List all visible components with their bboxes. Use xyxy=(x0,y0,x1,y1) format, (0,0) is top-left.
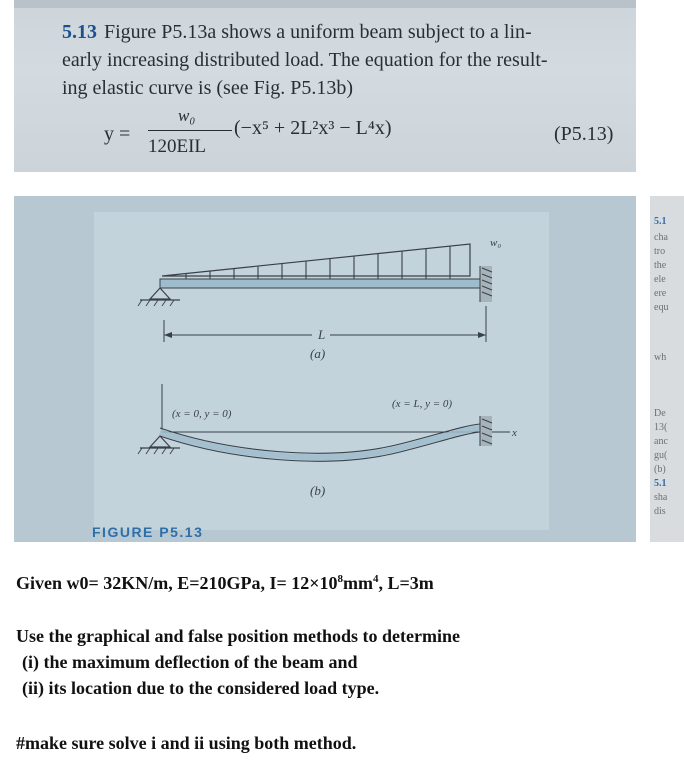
figure-caption: FIGURE P5.13 xyxy=(92,524,204,540)
axis-label: x xyxy=(512,427,517,439)
equation-denominator: 120EIL xyxy=(148,136,207,157)
right-boundary-condition: (x = L, y = 0) xyxy=(392,398,453,410)
length-label: L xyxy=(318,327,326,342)
problem-line-3: ing elastic curve is (see Fig. P5.13b) xyxy=(62,77,354,99)
problem-line-2: early increasing distributed load. The equation for the result- xyxy=(62,49,548,71)
side-word: 13( xyxy=(654,422,668,433)
side-word: dis xyxy=(654,506,666,517)
instruction-line-1: Use the graphical and false position methods to determine xyxy=(16,626,460,646)
load-label: w₀ xyxy=(490,237,502,249)
problem-line-1: Figure P5.13a shows a uniform beam subject to a lin- xyxy=(104,21,532,43)
side-word: ele xyxy=(654,274,666,285)
given-values: Given w0= 32KN/m, E=210GPa, $I= 12\times 10^8mm^4$, L=3m xyxy=(16,573,434,593)
side-word: wh xyxy=(654,352,667,363)
side-word: equ xyxy=(654,302,669,313)
problem-number: 5.13 xyxy=(62,21,97,43)
left-boundary-condition: (x = 0, y = 0) xyxy=(172,408,232,420)
instruction-line-2: (i) the maximum deflection of the beam and xyxy=(22,652,358,672)
side-word: ere xyxy=(654,288,667,299)
equation-lhs: y = xyxy=(104,123,131,145)
equation-label: (P5.13) xyxy=(554,123,614,145)
side-word: 5.1 xyxy=(654,478,667,489)
side-word: tro xyxy=(654,246,666,257)
side-word: (b) xyxy=(654,464,666,475)
side-word: anc xyxy=(654,436,668,447)
panel-a-label: (a) xyxy=(310,346,326,361)
panel-b-label: (b) xyxy=(310,483,326,498)
side-word: gu( xyxy=(654,450,668,461)
side-word: 5.1 xyxy=(654,216,667,227)
side-word: De xyxy=(654,408,666,419)
adjacent-page-strip xyxy=(650,196,684,542)
equation-rhs: (−x⁵ + 2L²x³ − L⁴x) xyxy=(234,117,392,139)
note-line: #make sure solve i and ii using both method. xyxy=(16,733,357,753)
side-word: cha xyxy=(654,232,668,243)
instruction-line-3: (ii) its location due to the considered load type. xyxy=(22,678,380,698)
beam-a xyxy=(160,279,480,288)
side-word: the xyxy=(654,260,667,271)
equation-numerator: w₀ xyxy=(178,106,196,125)
side-word: sha xyxy=(654,492,668,503)
